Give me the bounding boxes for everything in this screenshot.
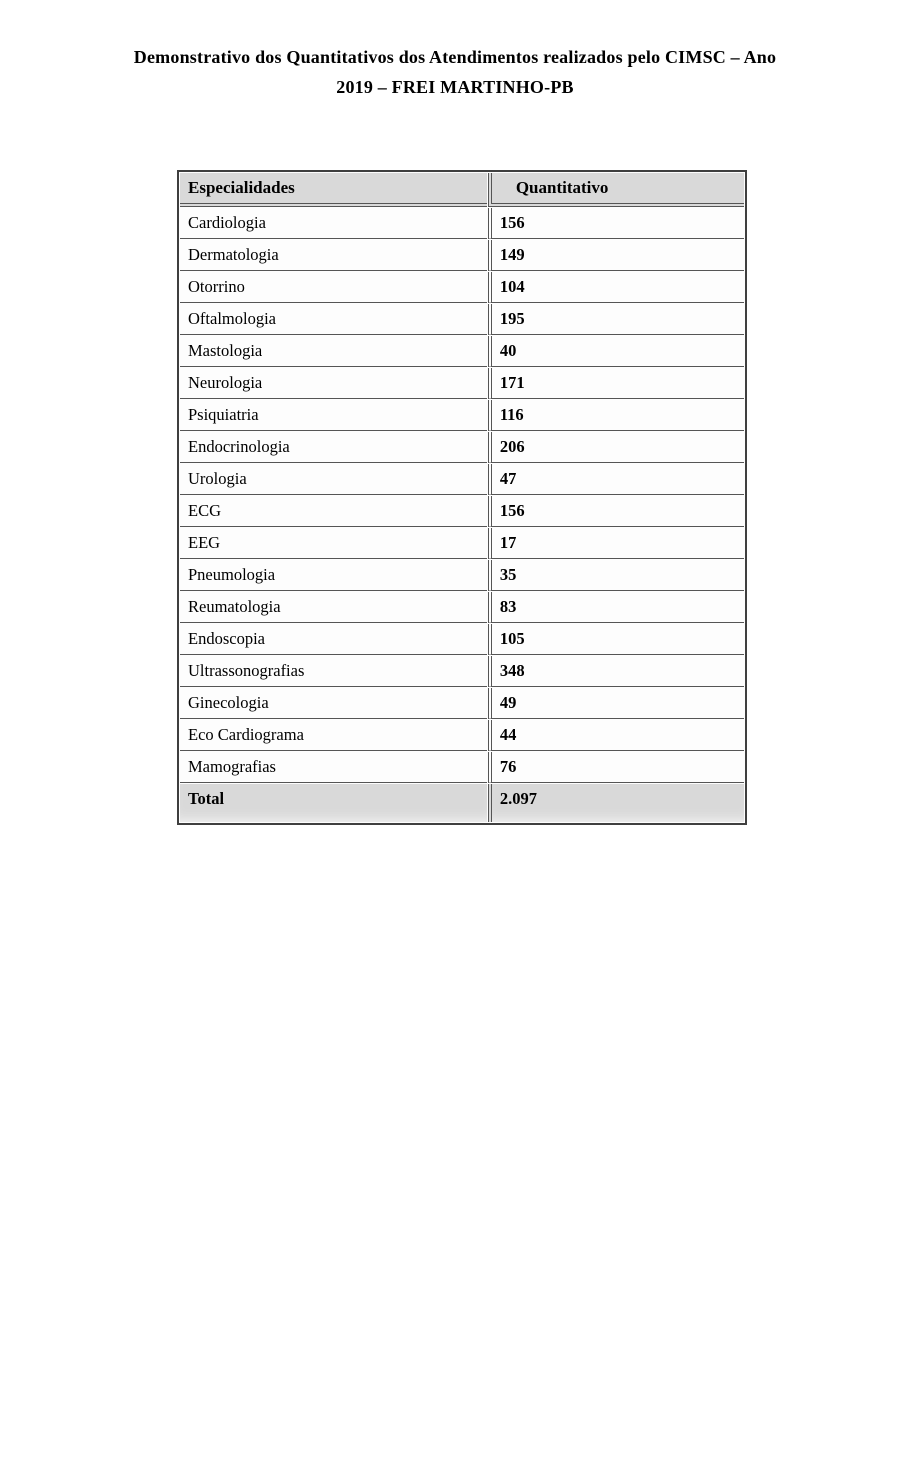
especialidade-cell: Endocrinologia <box>180 432 487 463</box>
table-row <box>180 240 744 271</box>
especialidade-cell: Neurologia <box>180 368 487 399</box>
quantitativo-cell: 156 <box>488 208 744 239</box>
quantitativo-cell: 156 <box>488 496 744 527</box>
quantitativo-cell: 40 <box>488 336 744 367</box>
especialidade-cell: Ginecologia <box>180 688 487 719</box>
quantitativo-cell: 83 <box>488 592 744 623</box>
quantitativo-cell: 149 <box>488 240 744 271</box>
column-header-quantitativo: Quantitativo <box>488 173 744 207</box>
table-row <box>180 720 744 751</box>
table-body <box>180 208 744 783</box>
quantitativo-cell: 195 <box>488 304 744 335</box>
especialidade-cell: Cardiologia <box>180 208 487 239</box>
quantitative-table <box>177 170 747 825</box>
especialidade-cell: Dermatologia <box>180 240 487 271</box>
quantitativo-cell: 47 <box>488 464 744 495</box>
table-row <box>180 496 744 527</box>
especialidade-cell: Oftalmologia <box>180 304 487 335</box>
table-row <box>180 560 744 591</box>
especialidade-cell: Ultrassonografias <box>180 656 487 687</box>
table-row <box>180 528 744 559</box>
table-row <box>180 208 744 239</box>
especialidade-cell: Mamografias <box>180 752 487 783</box>
especialidade-cell: Urologia <box>180 464 487 495</box>
table-row <box>180 272 744 303</box>
table-row <box>180 400 744 431</box>
total-row <box>180 784 744 822</box>
quantitative-table-container <box>177 170 747 825</box>
table-row <box>180 752 744 783</box>
quantitativo-cell: 105 <box>488 624 744 655</box>
quantitativo-cell: 206 <box>488 432 744 463</box>
table-row <box>180 432 744 463</box>
quantitativo-cell: 348 <box>488 656 744 687</box>
table-row <box>180 368 744 399</box>
page-title <box>60 42 850 102</box>
quantitativo-cell: 17 <box>488 528 744 559</box>
especialidade-cell: Otorrino <box>180 272 487 303</box>
quantitativo-cell: 171 <box>488 368 744 399</box>
page-title-line1: Demonstrativo dos Quantitativos dos Atendimentos realizados pelo CIMSC – Ano <box>133 47 777 67</box>
table-row <box>180 304 744 335</box>
quantitativo-cell: 116 <box>488 400 744 431</box>
especialidade-cell: EEG <box>180 528 487 559</box>
quantitativo-cell: 76 <box>488 752 744 783</box>
table-row <box>180 336 744 367</box>
especialidade-cell: Psiquiatria <box>180 400 487 431</box>
table-footer <box>180 784 744 822</box>
table-header <box>180 173 744 207</box>
quantitativo-cell: 35 <box>488 560 744 591</box>
especialidade-cell: Reumatologia <box>180 592 487 623</box>
page-title-line2: 2019 – FREI MARTINHO-PB <box>336 77 574 97</box>
especialidade-cell: Mastologia <box>180 336 487 367</box>
table-row <box>180 592 744 623</box>
quantitativo-cell: 49 <box>488 688 744 719</box>
table-row <box>180 656 744 687</box>
quantitativo-cell: 44 <box>488 720 744 751</box>
table-row <box>180 464 744 495</box>
total-value-cell: 2.097 <box>488 784 744 822</box>
especialidade-cell: ECG <box>180 496 487 527</box>
table-row <box>180 688 744 719</box>
table-row <box>180 624 744 655</box>
quantitativo-cell: 104 <box>488 272 744 303</box>
column-header-especialidades: Especialidades <box>180 173 487 207</box>
total-label-cell: Total <box>180 784 487 822</box>
especialidade-cell: Endoscopia <box>180 624 487 655</box>
especialidade-cell: Eco Cardiograma <box>180 720 487 751</box>
table-header-row <box>180 173 744 207</box>
especialidade-cell: Pneumologia <box>180 560 487 591</box>
